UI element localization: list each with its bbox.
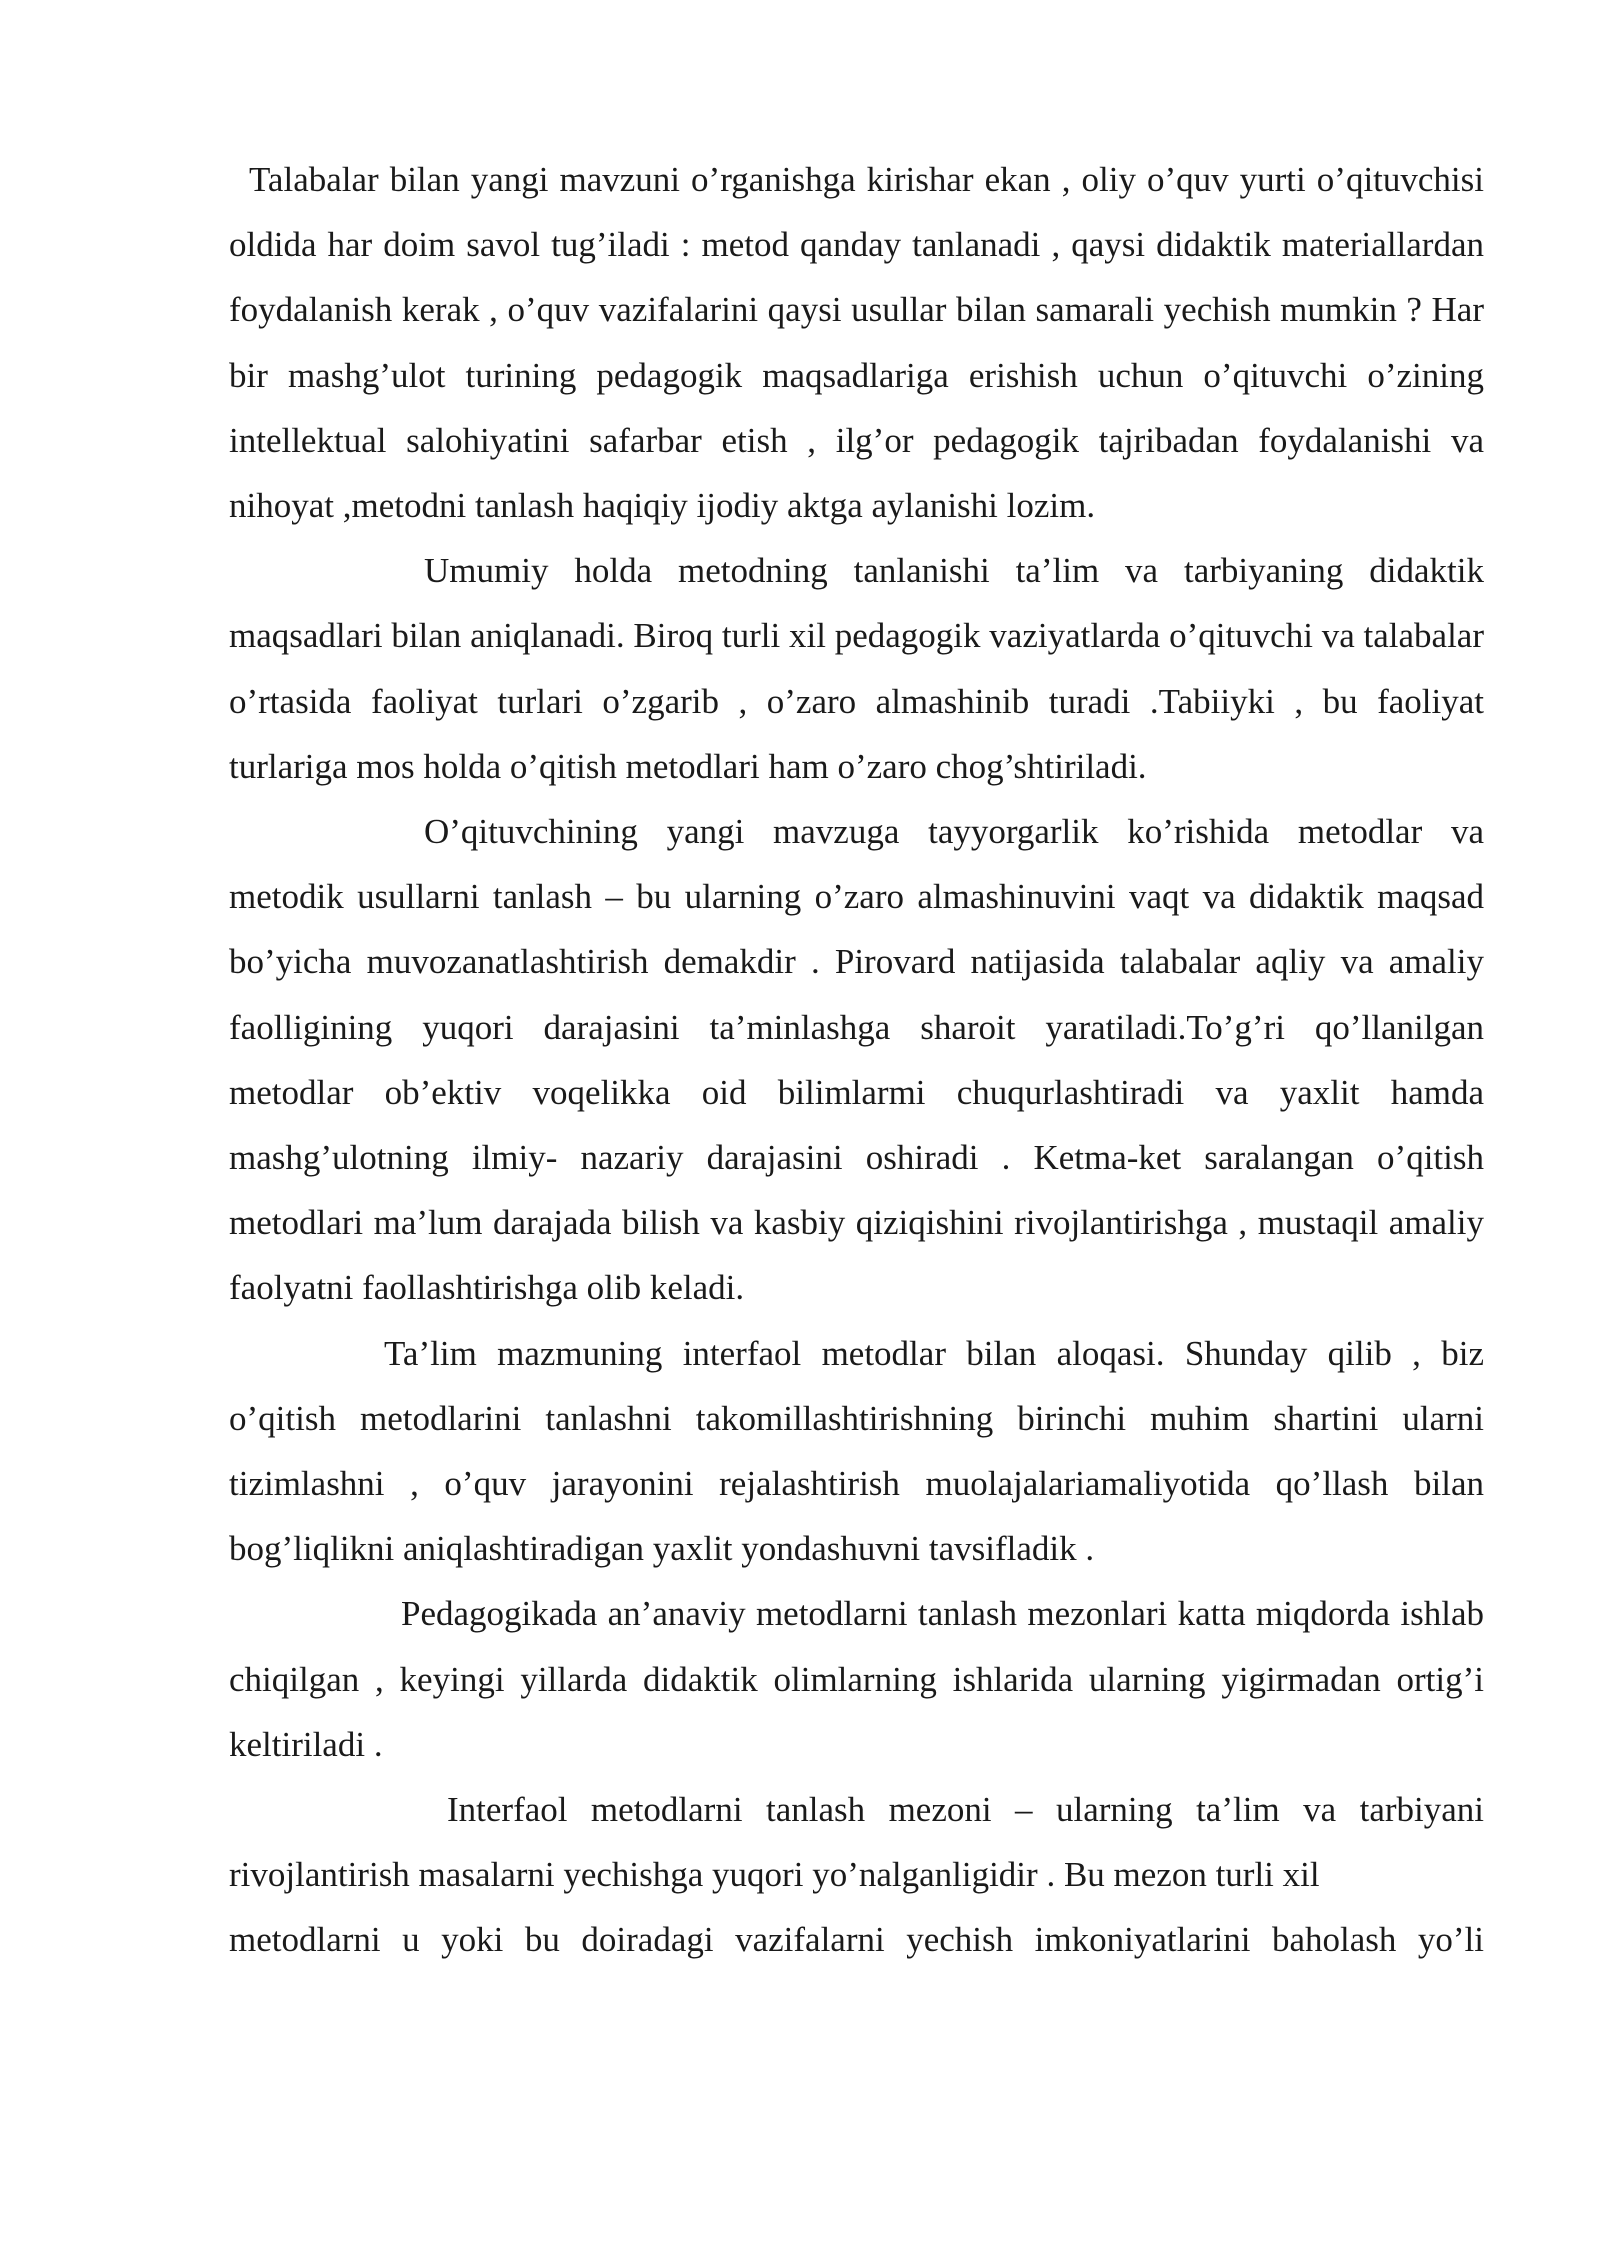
paragraph-6: Interfaol metodlarni tanlash mezoni – ularning ta’lim va tarbiyani rivojlantirish masalarni yechishga yuqori yo’nalganligidir . Bu mezon turli xil (229, 1790, 1484, 1895)
paragraph-3: O’qituvchining yangi mavzuga tayyorgarlik ko’rishida metodlar va metodik usullarni tanlash – bu ularning o’zaro almashinuvini vaqt va didaktik maqsad bo’yicha muvozanatlashtirish demakdir . Pirovard natijasida talabalar aqliy va amaliy faolligining yuqori darajasini ta’minlashga sharoit yaratiladi.To’g’ri qo’llanilgan metodlar ob’ektiv voqelikka oid bilimlarmi chuqurlashtiradi va yaxlit hamda mashg’ulotning ilmiy- nazariy darajasini oshiradi . Ketma-ket saralangan o’qitish metodlari ma’lum darajada bilish va kasbiy qiziqishini rivojlantirishga , mustaqil amaliy faolyatni faollashtirishga olib keladi. (229, 812, 1484, 1308)
paragraph-2: Umumiy holda metodning tanlanishi ta’lim va tarbiyaning didaktik maqsadlari bilan aniqlanadi. Biroq turli xil pedagogik vaziyatlarda o’qituvchi va talabalar o’rtasida faoliyat turlari o’zgarib , o’zaro almashinib turadi .Tabiiyki , bu faoliyat turlariga mos holda o’qitish metodlari ham o’zaro chog’shtiriladi. (229, 551, 1484, 786)
paragraph-1: Talabalar bilan yangi mavzuni o’rganishga kirishar ekan , oliy o’quv yurti o’qituvchisi oldida har doim savol tug’iladi : metod qanday tanlanadi , qaysi didaktik materiallardan foydalanish kerak , o’quv vazifalarini qaysi usullar bilan samarali yechish mumkin ? Har bir mashg’ulot turining pedagogik maqsadlariga erishish uchun o’qituvchi o’zining intellektual salohiyatini safarbar etish , ilg’or pedagogik tajribadan foydalanishi va nihoyat ,metodni tanlash haqiqiy ijodiy aktga aylanishi lozim. (229, 160, 1484, 526)
paragraph-5: Pedagogikada an’anaviy metodlarni tanlash mezonlari katta miqdorda ishlab chiqilgan , keyingi yillarda didaktik olimlarning ishlarida ularning yigirmadan ortig’i keltiriladi . (229, 1594, 1484, 1764)
document-body (229, 147, 1484, 1973)
paragraph-4: Ta’lim mazmuning interfaol metodlar bilan aloqasi. Shunday qilib , biz o’qitish metodlarini tanlashni takomillashtirishning birinchi muhim shartini ularni tizimlashni , o’quv jarayonini rejalashtirish muolajalariamaliyotida qo’llash bilan bog’liqlikni aniqlashtiradigan yaxlit yondashuvni tavsifladik . (229, 1333, 1484, 1569)
paragraph-7: metodlarni u yoki bu doiradagi vazifalarni yechish imkoniyatlarini baholash yo’li (229, 1920, 1484, 1960)
